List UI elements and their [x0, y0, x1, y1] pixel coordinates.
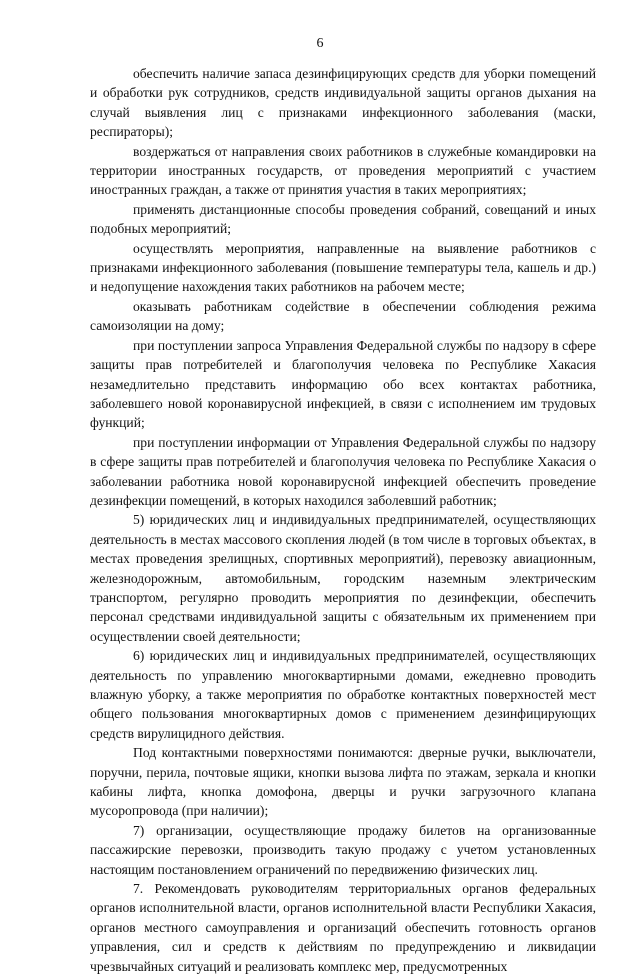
paragraph-item-5: 5) юридических лиц и индивидуальных предпринимателей, осуществляющих деятельность в местах массового скопления людей (в том числе в торговых объектах, в местах проведения зрелищных, спортивных мероприятий), перевозку авиационным, железнодорожным, автомобильным, городским наземным электрическим транспортом, регулярно проводить мероприятия по дезинфекции, обеспечить персонал средствами индивидуальной защиты с обязательным их применением при осуществлении своей деятельности;	[90, 512, 596, 644]
paragraph-disinfectant-supply: обеспечить наличие запаса дезинфицирующих средств для уборки помещений и обработки рук сотрудников, средств индивидуальной защиты органов дыхания на случай выявления лиц с признаками инфекционного заболевания (маски, респираторы);	[90, 66, 596, 140]
paragraph-contact-info: при поступлении запроса Управления Федеральной службы по надзору в сфере защиты прав потребителей и благополучия человека по Республике Хакасия незамедлительно представить информацию обо всех контактах работника, заболевшего новой коронавирусной инфекцией, в связи с исполнением им трудовых функций;	[90, 337, 596, 431]
page-number: 6	[316, 36, 324, 51]
document-body	[90, 64, 596, 976]
paragraph-remote-meetings: применять дистанционные способы проведения собраний, совещаний и иных подобных мероприятий;	[90, 201, 596, 237]
paragraph-section-7: 7. Рекомендовать руководителям территориальных органов федеральных органов исполнительной власти, органов исполнительной власти Республики Хакасия, органов местного самоуправления и организаций обеспечить готовность органов управления, сил и средств к действиям по предупреждению и ликвидации чрезвычайных ситуаций и реализовать комплекс мер, предусмотренных	[90, 881, 596, 974]
paragraph-symptom-detection: осуществлять мероприятия, направленные на выявление работников с признаками инфекционного заболевания (повышение температуры тела, кашель и др.) и недопущение нахождения таких работников на рабочем месте;	[90, 240, 596, 295]
paragraph-disinfection-on-illness: при поступлении информации от Управления Федеральной службы по надзору в сфере защиты прав потребителей и благополучия человека по Республике Хакасия о заболевании работника новой коронавирусной инфекцией обеспечить проведение дезинфекции помещений, в которых находился заболевший работник;	[90, 434, 596, 508]
paragraph-business-trips: воздержаться от направления своих работников в служебные командировки на территории иностранных государств, от проведения мероприятий с участием иностранных граждан, а также от принятия участия в таких мероприятиях;	[90, 143, 596, 198]
paragraph-item-7-tickets: 7) организации, осуществляющие продажу билетов на организованные пассажирские перевозки, производить такую продажу с учетом установленных настоящим постановлением ограничений по передвижению физических лиц.	[90, 822, 596, 877]
paragraph-self-isolation: оказывать работникам содействие в обеспечении соблюдения режима самоизоляции на дому;	[90, 298, 596, 334]
paragraph-contact-surfaces: Под контактными поверхностями понимаются: дверные ручки, выключатели, поручни, перила, почтовые ящики, кнопки вызова лифта по этажам, зеркала и кнопки кабины лифта, кнопка домофона, дверцы и ручки загрузочного клапана мусоропровода (при наличии);	[90, 745, 596, 819]
paragraph-item-6: 6) юридических лиц и индивидуальных предпринимателей, осуществляющих деятельность по управлению многоквартирными домами, ежедневно проводить влажную уборку, а также мероприятия по обработке контактных поверхностей мест общего пользования многоквартирных домов с применением дезинфицирующих средств вирулицидного действия.	[90, 648, 596, 741]
